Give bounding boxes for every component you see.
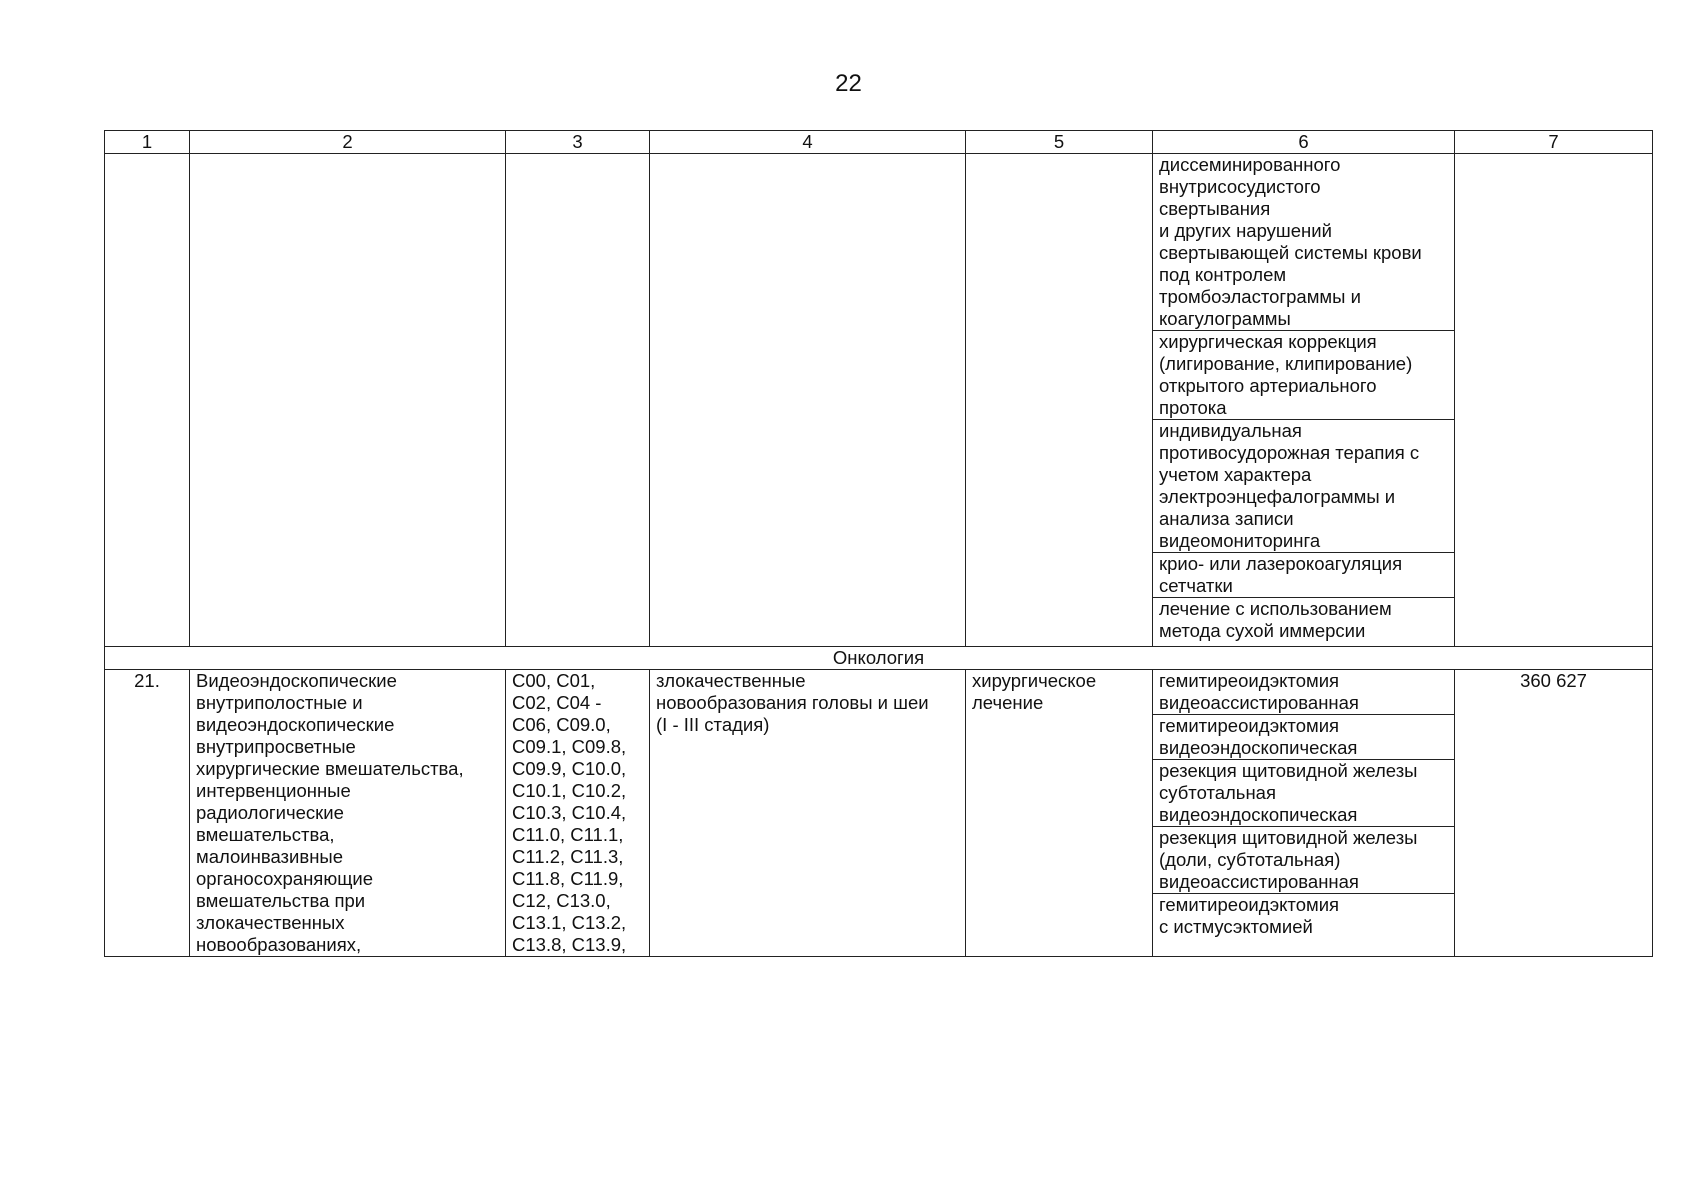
patient-model: злокачественные новообразования головы и шеи (I - III стадия)	[656, 670, 929, 735]
treatment-method: индивидуальная противосудорожная терапия с учетом характера электроэнцефалограммы и анализа записи видеомониторинга	[1153, 420, 1454, 553]
header-row	[105, 131, 1653, 154]
medical-care-table	[104, 130, 1653, 957]
methods-cell	[1153, 670, 1455, 957]
treatment-method: резекция щитовидной железы (доли, субтотальная) видеоассистированная	[1153, 827, 1454, 894]
empty-cell	[105, 154, 190, 647]
empty-cell	[506, 154, 650, 647]
column-header-7: 7	[1455, 131, 1653, 154]
column-header-6: 6	[1153, 131, 1455, 154]
patient-model-cell	[650, 670, 966, 957]
table-row	[105, 670, 1653, 957]
column-header-4: 4	[650, 131, 966, 154]
icd-codes: C00, C01, C02, C04 - C06, C09.0, C09.1, C09.8, C09.9, C10.0, C10.1, C10.2, C10.3, C10.4, C11.0, C11.1, C11.2, C11.3, C11.8, C11.9, C12, C13.0, C13.1, C13.2, C13.8, C13.9,	[512, 670, 627, 955]
empty-cell	[650, 154, 966, 647]
column-header-2: 2	[190, 131, 506, 154]
page-number: 22	[835, 70, 862, 97]
care-type-cell	[190, 670, 506, 957]
section-title: Онкология	[105, 647, 1653, 670]
treatment-type: хирургическое лечение	[972, 670, 1097, 713]
treatment-type-cell	[966, 670, 1153, 957]
column-header-3: 3	[506, 131, 650, 154]
treatment-method: гемитиреоидэктомия видеоассистированная	[1153, 670, 1454, 715]
section-header-row	[105, 647, 1653, 670]
column-header-1: 1	[105, 131, 190, 154]
treatment-method: лечение с использованием метода сухой иммерсии	[1159, 598, 1392, 641]
treatment-method: гемитиреоидэктомия видеоэндоскопическая	[1153, 715, 1454, 760]
treatment-method: резекция щитовидной железы субтотальная видеоэндоскопическая	[1153, 760, 1454, 827]
icd-codes-cell	[506, 670, 650, 957]
treatment-method: диссеминированного внутрисосудистого свертывания и других нарушений свертывающей системы крови под контролем тромбоэластограммы и коагулограммы	[1153, 154, 1454, 331]
column-header-5: 5	[966, 131, 1153, 154]
cost-value: 360 627	[1520, 670, 1587, 691]
continuation-row	[105, 154, 1653, 647]
row-number: 21.	[134, 670, 160, 691]
treatment-method: крио- или лазерокоагуляция сетчатки	[1153, 553, 1454, 598]
row-number-cell	[105, 670, 190, 957]
treatment-method: хирургическая коррекция (лигирование, клипирование) открытого артериального протока	[1153, 331, 1454, 420]
empty-cell	[966, 154, 1153, 647]
care-type: Видеоэндоскопические внутриполостные и видеоэндоскопические внутрипросветные хирургические вмешательства, интервенционные радиологические вмешательства, малоинвазивные органосохраняющие вмешательства при злокачественных новообразованиях,	[196, 670, 464, 955]
methods-cell	[1153, 154, 1455, 647]
empty-cell	[1455, 154, 1653, 647]
empty-cell	[190, 154, 506, 647]
cost-cell	[1455, 670, 1653, 957]
treatment-method: гемитиреоидэктомия с истмусэктомией	[1159, 894, 1340, 937]
